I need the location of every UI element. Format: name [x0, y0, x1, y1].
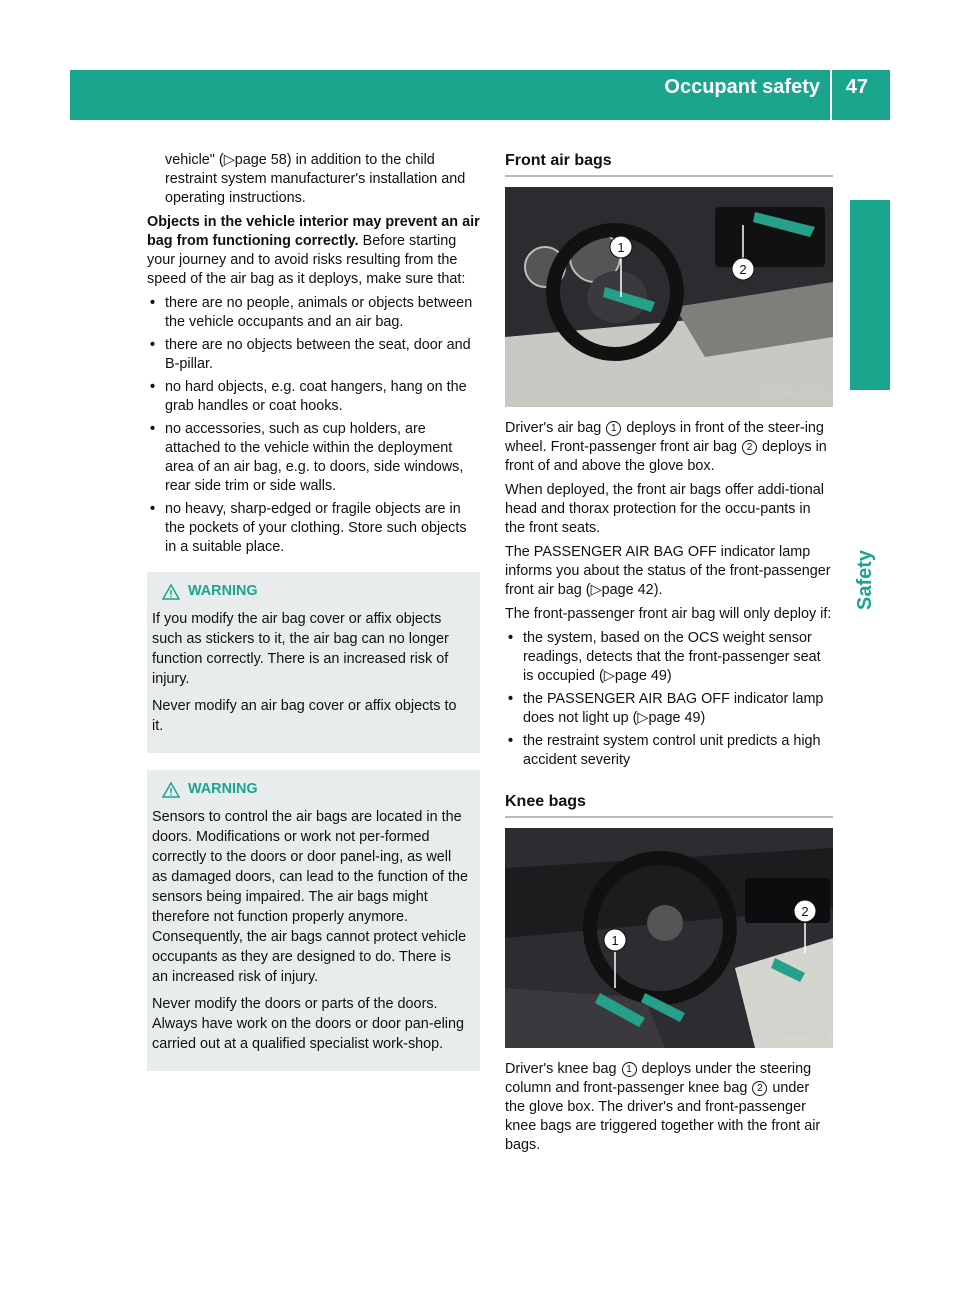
heading-front-air-bags: Front air bags — [505, 151, 833, 177]
intro-paragraph: vehicle" (▷page 58) in addition to the child restraint system manufacturer's installation and operating instructions. — [165, 152, 466, 206]
svg-text:1: 1 — [611, 933, 619, 948]
warning-box-door-sensors — [147, 770, 480, 1071]
warning-text: Never modify the doors or parts of the doors. Always have work on the doors or door pan-eling carried out at a qualified specialist work-shop. — [152, 996, 464, 1052]
page-header — [70, 70, 890, 120]
warning-text: Never modify an air bag cover or affix objects to it. — [152, 698, 457, 734]
warning-text: If you modify the air bag cover or affix objects such as stickers to it, the air bag can no longer function correctly. There is an increased risk of injury. — [152, 611, 449, 687]
callout-1: 1 — [622, 1062, 637, 1077]
svg-text:2: 2 — [739, 262, 747, 277]
left-column — [147, 151, 480, 1071]
warning-header — [152, 582, 470, 601]
callout-1: 1 — [606, 421, 621, 436]
list-item: • there are no objects between the seat, door and B-pillar. — [147, 336, 480, 374]
section-title: Occupant safety — [664, 76, 820, 98]
callout-2: 2 — [742, 440, 757, 455]
ref-arrow-icon: ▷ — [603, 668, 615, 684]
indicator-lamp-note: The PASSENGER AIR BAG OFF indicator lamp informs you about the status of the front-passenger front air bag (▷page 42). — [505, 544, 831, 598]
warning-triangle-icon — [162, 584, 180, 600]
warning-title: WARNING — [188, 781, 258, 797]
warning-text: Sensors to control the air bags are located in the doors. Modifications or work not per-formed correctly to the doors or door panel-ing, as well as damaged doors, can lead to the function of the sensors being impaired. The air bags might therefore not function properly anymore. Consequently, the air bags cannot protect vehicle occupants as they are designed to do. There is an increased risk of injury. — [152, 809, 469, 985]
warning-title: WARNING — [188, 583, 258, 599]
front-airbag-description: Driver's air bag 1 deploys in front of the steer-ing wheel. Front-passenger front air bag 2 deploys in front of and above the glove box. — [505, 420, 827, 474]
list-item: • the PASSENGER AIR BAG OFF indicator lamp does not light up (▷page 49) — [505, 690, 833, 728]
checklist — [147, 294, 480, 557]
ref-arrow-icon: ▷ — [223, 152, 235, 168]
knee-bag-description: Driver's knee bag 1 deploys under the steering column and front-passenger knee bag 2 under the glove box. The driver's and front-passenger knee bags are triggered together with the front air bags. — [505, 1061, 821, 1153]
list-item: • there are no people, animals or objects between the vehicle occupants and an air bag. — [147, 294, 480, 332]
ref-arrow-icon: ▷ — [590, 582, 602, 598]
warning-header — [152, 780, 470, 799]
figure-code: P91.60-4665-31 — [762, 1029, 827, 1039]
knee-bag-illustration — [505, 828, 833, 1048]
deploy-conditions — [505, 629, 833, 770]
dashboard-illustration — [505, 187, 833, 407]
svg-text:1: 1 — [617, 240, 625, 255]
front-airbag-protection: When deployed, the front air bags offer addi-tional head and thorax protection for the occu-pants in the front seats. — [505, 482, 824, 536]
lead-paragraph: Objects in the vehicle interior may prevent an air bag from functioning correctly. Before starting your journey and to avoid risks resulting from the speed of the air bag as it deploys, make sure that: — [147, 214, 480, 287]
list-item: • the restraint system control unit predicts a high accident severity — [505, 732, 833, 770]
list-item: • the system, based on the OCS weight sensor readings, detects that the front-passenger seat is occupied (▷page 49) — [505, 629, 833, 686]
right-column — [505, 151, 833, 1160]
list-item: • no accessories, such as cup holders, are attached to the vehicle within the deployment area of an air bag, e.g. to doors, side windows, rear side trim or side walls. — [147, 420, 480, 496]
side-tab-square — [850, 200, 890, 240]
knee-bag-photo — [505, 828, 833, 1048]
list-item: • no hard objects, e.g. coat hangers, hang on the grab handles or coat hooks. — [147, 378, 480, 416]
header-divider — [830, 70, 832, 120]
heading-knee-bags: Knee bags — [505, 792, 833, 818]
front-airbag-photo — [505, 187, 833, 407]
warning-triangle-icon — [162, 782, 180, 798]
ref-arrow-icon: ▷ — [637, 710, 649, 726]
figure-code: P91.60-4650-31 — [762, 388, 827, 398]
callout-2: 2 — [752, 1081, 767, 1096]
page-number: 47 — [845, 76, 868, 98]
list-item: • no heavy, sharp-edged or fragile objects are in the pockets of your clothing. Store such objects in a suitable place. — [147, 500, 480, 557]
deploy-conditions-intro: The front-passenger front air bag will only deploy if: — [505, 606, 832, 622]
side-tab-label: Safety — [854, 549, 876, 610]
svg-text:2: 2 — [801, 904, 809, 919]
warning-box-airbag-cover — [147, 572, 480, 753]
side-tab — [850, 200, 890, 610]
